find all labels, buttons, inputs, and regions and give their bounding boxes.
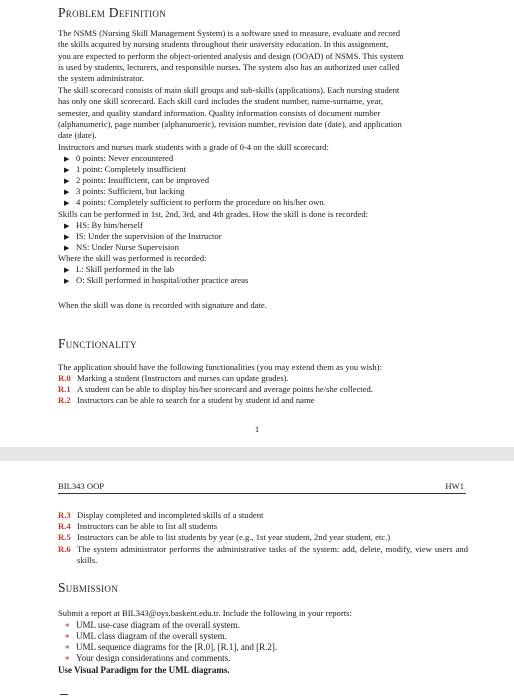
text-line: is used by students, lecturers, and responsible nurses. The system also has an authorized user called	[58, 61, 400, 72]
requirement-item	[58, 373, 468, 384]
where-item: ▶ O: Skill performed in hospital/other practice areas	[64, 275, 248, 287]
grade-item: ▶ 4 points: Completely sufficient to perform the procedure on his/her own.	[64, 197, 326, 209]
requirement-text: Instructors can be able to list all students	[77, 521, 218, 531]
requirement-text: A student can be able to display his/her scorecard and average points he/she collected.	[77, 384, 373, 394]
grading-intro: Instructors and nurses mark students with a grade of 0-4 on the skill scorecard:	[58, 142, 329, 152]
asterisk-bullet-icon: ∗	[64, 620, 71, 630]
submission-item: ∗ UML class diagram of the overall system.	[64, 631, 227, 641]
requirement-text: Marking a student (Instructors and nurses can update grades).	[77, 373, 289, 383]
text-line: the skills acquired by nursing students throughout their university education. In this assignment,	[58, 39, 389, 50]
requirement-id: R.6	[58, 544, 71, 554]
requirement-id: R.2	[58, 395, 71, 405]
how-item: ▶ NS: Under Nurse Supervision	[64, 242, 179, 254]
triangle-bullet-icon: ▶	[64, 199, 70, 207]
when-text: When the skill was done is recorded with signature and date.	[58, 300, 267, 310]
functionality-heading: Functionality	[58, 336, 137, 351]
text-line: (alphanumeric), page number (alphanumeric), revision number, revision date (date), and application	[58, 118, 402, 129]
how-intro: Skills can be performed in 1st, 2nd, 3rd, and 4th grades. How the skill is done is recorded:	[58, 209, 369, 219]
page-number: 1	[254, 424, 260, 434]
text-line: The NSMS (Nursing Skill Management System) is a software used to measure, evaluate and record	[58, 28, 400, 38]
submission-heading: Submission	[58, 580, 119, 595]
how-item: ▶ IS: Under the supervision of the Instructor	[64, 231, 222, 243]
course-header: BIL343 OOP	[58, 481, 105, 491]
requirement-item	[58, 510, 468, 521]
requirement-text: Instructors can be able to search for a student by student id and name	[77, 395, 315, 405]
homework-header: HW1	[445, 481, 464, 491]
text-line: date (date).	[58, 130, 97, 141]
text-line: has only one skill scorecard. Each skill card includes the student number, name-surname, year,	[58, 96, 384, 107]
requirement-text: The system administrator performs the administrative tasks of the system: add, delete, modify, view users and skills.	[77, 544, 468, 566]
requirement-item	[58, 544, 468, 567]
grade-item: ▶ 0 points: Never encountered	[64, 153, 173, 165]
requirement-text: Display completed and incompleted skills of a student	[77, 510, 264, 520]
functionality-intro: The application should have the following functionalities (you may extend them as you wish):	[58, 362, 382, 372]
text-line: semester, and quality standard information. Quality information consists of document number	[58, 107, 381, 118]
requirement-item	[58, 395, 468, 406]
problem-paragraph-2	[58, 85, 468, 141]
submission-intro: Submit a report at BIL343@oys.baskent.edu.tr. Include the following in your reports:	[58, 608, 352, 618]
submission-item: ∗ Your design considerations and comments.	[64, 653, 231, 663]
problem-definition-heading: Problem Definition	[58, 5, 167, 20]
triangle-bullet-icon: ▶	[64, 222, 70, 230]
requirement-item	[58, 384, 468, 395]
how-item: ▶ HS: By him/herself	[64, 220, 143, 232]
text-line: you are expected to perform the object-oriented analysis and design (OOAD) of NSMS. This system	[58, 50, 404, 61]
asterisk-bullet-icon: ∗	[64, 631, 71, 641]
triangle-bullet-icon: ▶	[64, 155, 70, 163]
requirement-id: R.0	[58, 373, 71, 383]
text-line: The skill scorecard consists of main skill groups and sub-skills (applications). Each nursing student	[58, 85, 400, 95]
problem-paragraph-1	[58, 28, 468, 84]
requirement-text: Instructors can be able to list students by year (e.g., 1st year student, 2nd year student, etc.)	[77, 532, 391, 542]
header-rule	[58, 493, 466, 494]
triangle-bullet-icon: ▶	[64, 177, 70, 185]
grade-item: ▶ 2 points: Insufficient, can be improved	[64, 175, 209, 187]
requirement-item	[58, 521, 468, 532]
asterisk-bullet-icon: ∗	[64, 653, 71, 663]
requirement-id: R.3	[58, 510, 71, 520]
submission-note: Use Visual Paradigm for the UML diagrams.	[58, 665, 230, 675]
where-intro: Where the skill was performed is recorded:	[58, 253, 207, 263]
where-item: ▶ L: Skill performed in the lab	[64, 264, 174, 276]
triangle-bullet-icon: ▶	[64, 244, 70, 252]
grade-item: ▶ 3 points: Sufficient, but lacking	[64, 186, 184, 198]
submission-item: ∗ UML sequence diagrams for the [R.0], [R.1], and [R.2].	[64, 642, 278, 652]
requirement-item	[58, 532, 468, 543]
triangle-bullet-icon: ▶	[64, 266, 70, 274]
text-line: the system administrator.	[58, 73, 145, 84]
submission-item: ∗ UML use-case diagram of the overall system.	[64, 620, 240, 630]
asterisk-bullet-icon: ∗	[64, 642, 71, 652]
triangle-bullet-icon: ▶	[64, 277, 70, 285]
requirement-id: R.5	[58, 532, 71, 542]
requirement-id: R.4	[58, 521, 71, 531]
grade-item: ▶ 1 point: Completely insufficient	[64, 164, 186, 176]
triangle-bullet-icon: ▶	[64, 188, 70, 196]
cut-off-mark	[60, 694, 68, 695]
requirement-id: R.1	[58, 384, 71, 394]
page-separator	[0, 447, 514, 461]
triangle-bullet-icon: ▶	[64, 166, 70, 174]
triangle-bullet-icon: ▶	[64, 233, 70, 241]
